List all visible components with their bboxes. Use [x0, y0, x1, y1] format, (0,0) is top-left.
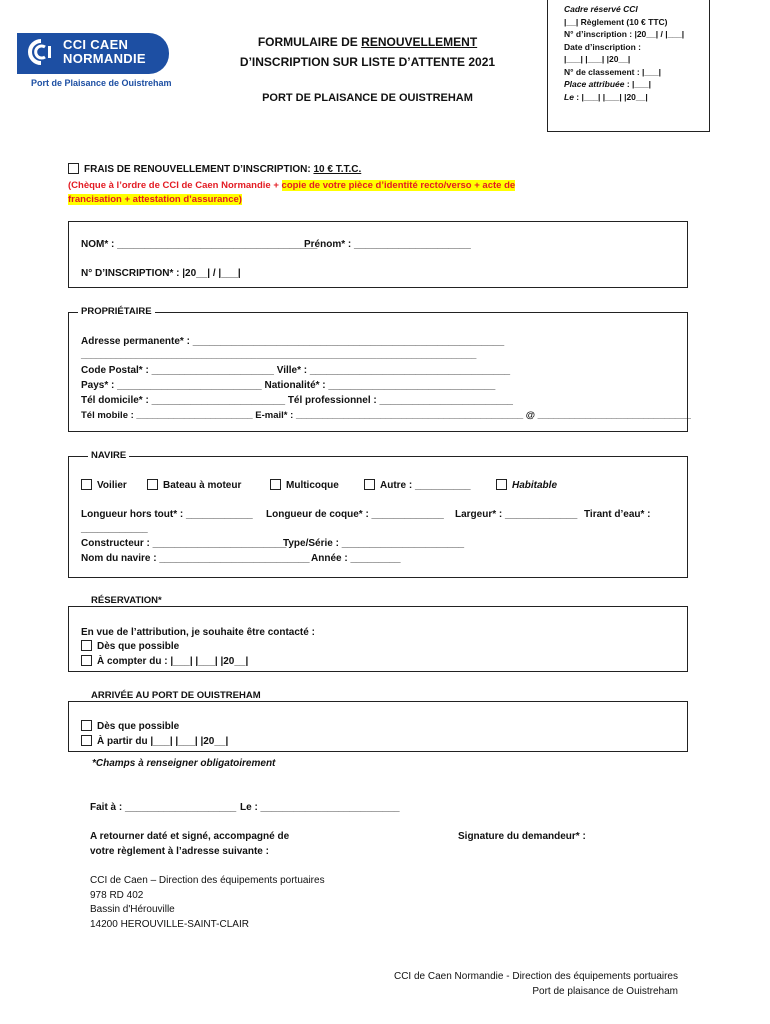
- reserved-cci-box: [547, 0, 710, 132]
- title-prefix: FORMULAIRE DE: [257, 35, 362, 49]
- arrivee-opt2-label: À partir du |___| |___| |20__|: [97, 736, 229, 747]
- autre-option[interactable]: [364, 479, 471, 491]
- navire-heading: NAVIRE: [88, 450, 129, 461]
- reserved-num-inscription: N° d’inscription : |20__| / |___|: [564, 29, 685, 39]
- adresse-field[interactable]: Adresse permanente* : ________________________________________________________: [81, 336, 505, 347]
- arrivee-opt2-checkbox[interactable]: [81, 735, 92, 746]
- habitable-label: Habitable: [512, 480, 558, 491]
- moteur-checkbox[interactable]: [147, 479, 158, 490]
- mandatory-note: *Champs à renseigner obligatoirement: [92, 758, 276, 769]
- reservation-opt1[interactable]: [81, 640, 179, 652]
- annee-field[interactable]: Année : _________: [311, 553, 401, 564]
- moteur-label: Bateau à moteur: [163, 480, 242, 491]
- logo-subtitle: Port de Plaisance de Ouistreham: [31, 78, 172, 88]
- return-address: [90, 874, 325, 932]
- arrivee-opt1-label: Dès que possible: [97, 721, 180, 732]
- moteur-option[interactable]: [147, 479, 241, 491]
- reservation-opt1-label: Dès que possible: [97, 641, 180, 652]
- port-title: PORT DE PLAISANCE DE OUISTREHAM: [262, 92, 473, 104]
- voilier-label: Voilier: [97, 480, 127, 491]
- signature-label: Signature du demandeur* :: [458, 831, 586, 842]
- adresse-field-2[interactable]: _______________________________________________________________________________: [81, 350, 477, 360]
- logo-line2: NORMANDIE: [63, 51, 146, 66]
- frais-checkbox[interactable]: [68, 163, 79, 174]
- address-line2: 978 RD 402: [90, 889, 144, 901]
- autre-label: Autre : __________: [380, 480, 471, 491]
- cheque-highlight1: copie de votre pièce d’identité recto/verso + acte de: [281, 180, 516, 191]
- form-title-line1: [205, 32, 530, 52]
- arrivee-opt1[interactable]: [81, 720, 179, 732]
- date-le-field[interactable]: Le : _________________________: [240, 802, 400, 813]
- tel-mobile-email-field[interactable]: Tél mobile : ______________________ E-mail* : ___________________________________________ @ _____________________________: [81, 410, 691, 421]
- arrivee-opt1-checkbox[interactable]: [81, 720, 92, 731]
- largeur-field[interactable]: Largeur* : _____________: [455, 509, 578, 520]
- reservation-opt1-checkbox[interactable]: [81, 640, 92, 651]
- cheque-line2: [68, 194, 242, 205]
- tel-domicile-field[interactable]: Tél domicile* : ________________________ Tél professionnel : ________________________: [81, 395, 513, 406]
- tirant-label: Tirant d’eau* :: [584, 509, 651, 520]
- tirant-field[interactable]: ____________: [81, 523, 148, 534]
- reserved-date-label: Date d’inscription :: [564, 41, 641, 52]
- habitable-checkbox[interactable]: [496, 479, 507, 490]
- logo-text: [63, 38, 146, 66]
- constructeur-field[interactable]: Constructeur : ________________________: [81, 538, 287, 549]
- inscription-field[interactable]: N° D’INSCRIPTION* : |20__| / |___|: [81, 268, 241, 279]
- proprietaire-heading: PROPRIÉTAIRE: [78, 306, 155, 317]
- reservation-opt2-label: À compter du : |___| |___| |20__|: [97, 656, 249, 667]
- nom-field[interactable]: NOM* : ____________________________________: [81, 239, 318, 250]
- reserved-date-value: |___| |___| |20__|: [564, 54, 631, 64]
- cci-logo-icon: [26, 37, 56, 67]
- multicoque-checkbox[interactable]: [270, 479, 281, 490]
- frais-amount: 10 € T.T.C.: [313, 164, 362, 175]
- habitable-option[interactable]: [496, 479, 557, 491]
- retour-text-2: votre règlement à l’adresse suivante :: [90, 846, 269, 857]
- retour-text-1: A retourner daté et signé, accompagné de: [90, 831, 290, 842]
- multicoque-label: Multicoque: [286, 480, 339, 491]
- autre-checkbox[interactable]: [364, 479, 375, 490]
- reservation-opt2-checkbox[interactable]: [81, 655, 92, 666]
- fait-a-field[interactable]: Fait à : ____________________: [90, 802, 237, 813]
- address-line3: Bassin d'Hérouville: [90, 904, 175, 915]
- reserved-place-label: Place attribuée: [564, 79, 625, 89]
- longueur-coque-field[interactable]: Longueur de coque* : _____________: [266, 509, 444, 520]
- cheque-line1: [68, 180, 515, 191]
- voilier-option[interactable]: [81, 479, 127, 491]
- footer-line1: CCI de Caen Normandie - Direction des équipements portuaires: [393, 971, 678, 982]
- reserved-classement: N° de classement : |___|: [564, 66, 661, 77]
- type-serie-field[interactable]: Type/Série : ______________________: [283, 538, 465, 549]
- frais-line: [68, 163, 361, 175]
- nom-navire-field[interactable]: Nom du navire : ___________________________: [81, 553, 310, 564]
- page-footer: [394, 969, 678, 999]
- code-postal-ville-field[interactable]: Code Postal* : ______________________ Ville* : ____________________________________: [81, 365, 511, 376]
- pays-nationalite-field[interactable]: Pays* : __________________________ Nationalité* : ______________________________: [81, 380, 496, 391]
- arrivee-heading: ARRIVÉE AU PORT DE OUISTREHAM: [88, 690, 264, 701]
- address-line4: 14200 HEROUVILLE-SAINT-CLAIR: [90, 918, 249, 930]
- reservation-opt2[interactable]: [81, 655, 248, 667]
- reservation-heading: RÉSERVATION*: [88, 595, 165, 606]
- reserved-reglement: |__| Règlement (10 € TTC): [564, 16, 668, 27]
- voilier-checkbox[interactable]: [81, 479, 92, 490]
- multicoque-option[interactable]: [270, 479, 339, 491]
- reserved-le-label: Le: [564, 91, 574, 102]
- prenom-field[interactable]: Prénom* : _____________________: [304, 239, 471, 250]
- cheque-highlight2: francisation + attestation d’assurance): [68, 194, 242, 205]
- address-line1: CCI de Caen – Direction des équipements portuaires: [90, 875, 325, 886]
- longueur-hors-tout-field[interactable]: Longueur hors tout* : ____________: [81, 509, 253, 520]
- frais-label: FRAIS DE RENOUVELLEMENT D’INSCRIPTION:: [84, 164, 314, 175]
- logo-line1: CCI CAEN: [63, 37, 129, 52]
- arrivee-opt2[interactable]: [81, 735, 228, 747]
- footer-line2: Port de plaisance de Ouistreham: [532, 986, 678, 997]
- reserved-heading: Cadre réservé CCI: [564, 4, 638, 14]
- reserved-le-value: : |___| |___| |20__|: [573, 91, 648, 102]
- reservation-intro: En vue de l’attribution, je souhaite être contacté :: [81, 627, 315, 638]
- title-underlined: RENOUVELLEMENT: [361, 35, 478, 49]
- cheque-text: (Chèque à l’ordre de CCI de Caen Normandie +: [68, 180, 282, 191]
- form-title-line2: D’INSCRIPTION SUR LISTE D’ATTENTE 2021: [239, 55, 496, 69]
- reserved-place-value: : |___|: [624, 79, 651, 89]
